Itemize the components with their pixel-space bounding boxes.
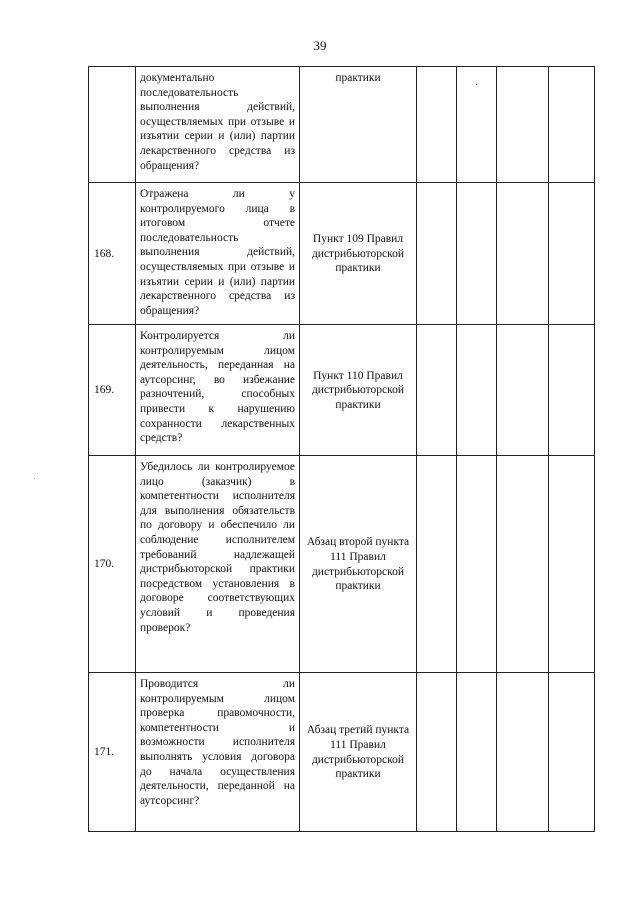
answer-cell-yes bbox=[417, 456, 457, 673]
answer-cell-na bbox=[497, 456, 549, 673]
note-cell bbox=[549, 673, 595, 832]
answer-cell-no bbox=[457, 325, 497, 456]
table-row bbox=[89, 183, 595, 325]
answer-cell-na bbox=[497, 183, 549, 325]
question-cell bbox=[136, 673, 300, 832]
answer-cell-yes bbox=[417, 673, 457, 832]
answer-cell-na bbox=[497, 67, 549, 183]
reference-cell: Пункт 110 Правил дистрибьюторской практики bbox=[300, 325, 417, 456]
table-row bbox=[89, 325, 595, 456]
reference-cell: Абзац третий пункта 111 Правил дистрибьюторской практики bbox=[300, 673, 417, 832]
question-text: Отражена ли у контролируемого лица в итоговом отчете последовательность выполнения действий, осуществляемых при отзыве и изъятии серии и (или) партии лекарственного средства из обращения? bbox=[140, 188, 295, 317]
question-cell bbox=[136, 456, 300, 673]
question-text: Проводится ли контролируемым лицом проверка правомочности, компетентности и возможности исполнителя выполнять условия договора до начала осуществления деятельности, переданной на аутсорсинг? bbox=[140, 678, 295, 807]
table-row bbox=[89, 67, 595, 183]
answer-cell-no bbox=[457, 67, 497, 183]
table-row bbox=[89, 673, 595, 832]
answer-cell-no bbox=[457, 183, 497, 325]
answer-cell-yes bbox=[417, 183, 457, 325]
question-cell bbox=[136, 67, 300, 183]
stray-mark: . bbox=[475, 76, 478, 88]
answer-cell-yes bbox=[417, 67, 457, 183]
note-cell bbox=[549, 183, 595, 325]
note-cell bbox=[549, 456, 595, 673]
question-text: Убедилось ли контролируемое лицо (заказчик) в компетентности исполнителя для выполнения обязательств по договору и обеспечило ли соблюдение исполнителем требований надлежащей дистрибьюторской практики посредством установления в договоре соответствующих условий и проведения проверок? bbox=[140, 461, 295, 634]
checklist-table bbox=[88, 66, 595, 832]
table-row bbox=[89, 456, 595, 673]
question-cell bbox=[136, 183, 300, 325]
reference-cell: Абзац второй пункта 111 Правил дистрибьюторской практики bbox=[300, 456, 417, 673]
answer-cell-yes bbox=[417, 325, 457, 456]
scan-speck bbox=[34, 478, 35, 479]
question-cell bbox=[136, 325, 300, 456]
question-text: Контролируется ли контролируемым лицом деятельность, переданная на аутсорсинг, во избежание разночтений, способных привести к нарушению сохранности лекарственных средств? bbox=[140, 330, 295, 445]
row-number: 171. bbox=[89, 673, 136, 832]
row-number: 170. bbox=[89, 456, 136, 673]
answer-cell-no bbox=[457, 673, 497, 832]
row-number: 168. bbox=[89, 183, 136, 325]
note-cell bbox=[549, 67, 595, 183]
question-text: документально последовательность выполнения действий, осуществляемых при отзыве и изъятии серии и (или) партии лекарственного средства из обращения? bbox=[140, 72, 295, 172]
reference-cell: практики bbox=[300, 67, 417, 183]
row-number: 169. bbox=[89, 325, 136, 456]
answer-cell-na bbox=[497, 325, 549, 456]
reference-cell: Пункт 109 Правил дистрибьюторской практики bbox=[300, 183, 417, 325]
answer-cell-no bbox=[457, 456, 497, 673]
answer-cell-na bbox=[497, 673, 549, 832]
page-number: 39 bbox=[313, 38, 327, 53]
row-number bbox=[89, 67, 136, 183]
note-cell bbox=[549, 325, 595, 456]
